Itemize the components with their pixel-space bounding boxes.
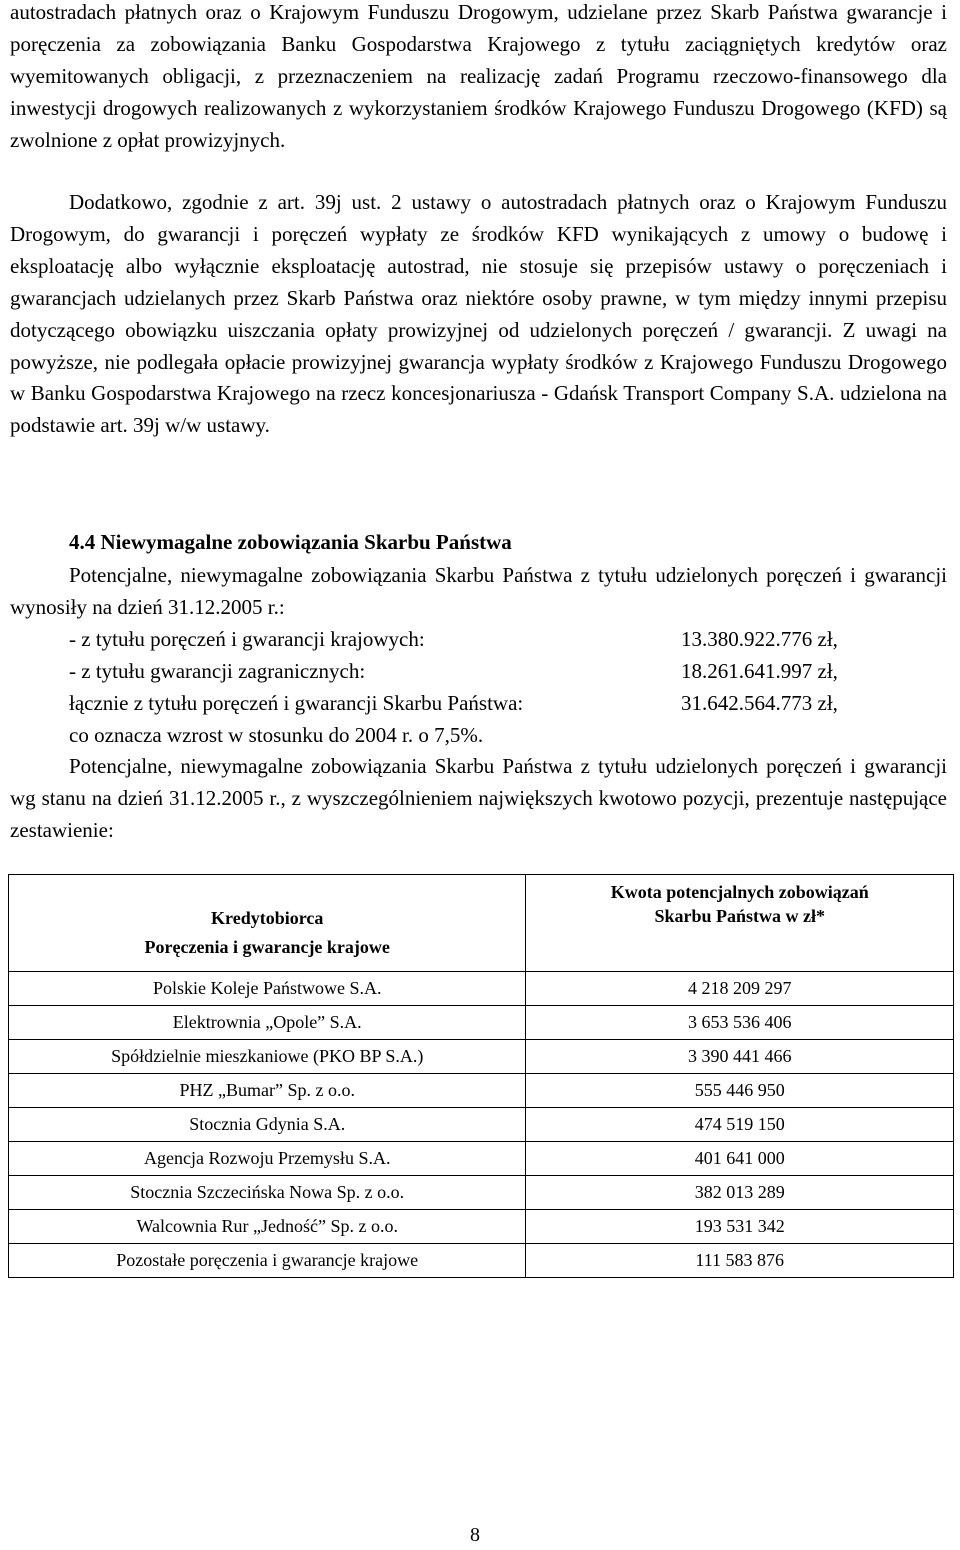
table-row xyxy=(9,1142,954,1176)
table-row xyxy=(9,1006,954,1040)
header-amount-line2: Skarbu Państwa w zł* xyxy=(654,906,825,926)
amount-value: 31.642.564.773 zł, xyxy=(681,690,838,715)
header-borrower: Kredytobiorca xyxy=(211,908,324,928)
header-amount-cell xyxy=(526,875,954,972)
paragraph-kfd-exemption: autostradach płatnych oraz o Krajowym Funduszu Drogowym, udzielane przez Skarb Państwa gwarancje i poręczenia za zobowiązania Banku Gospodarstwa Krajowego z tytułu zaciągniętych kredytów oraz wyemitowanych obligacji, z przeznaczeniem na realizację zadań Programu rzeczowo-finansowego dla inwestycji drogowych realizowanych z wykorzystaniem środków Krajowego Funduszu Drogowego (KFD) są zwolnione z opłat prowizyjnych. xyxy=(10,0,947,152)
header-borrower-cell xyxy=(9,875,526,972)
table-row xyxy=(9,1108,954,1142)
amount-value: 18.261.641.997 zł, xyxy=(681,658,838,683)
amount-row xyxy=(69,656,949,688)
amount-cell: 401 641 000 xyxy=(526,1142,954,1176)
borrower-cell: Stocznia Szczecińska Nowa Sp. z o.o. xyxy=(9,1176,526,1210)
table-row xyxy=(9,1210,954,1244)
amount-cell: 193 531 342 xyxy=(526,1210,954,1244)
amount-label: - z tytułu gwarancji zagranicznych: xyxy=(69,658,366,683)
guarantees-table xyxy=(8,874,954,1278)
table-row xyxy=(9,1074,954,1108)
borrower-cell: Stocznia Gdynia S.A. xyxy=(9,1108,526,1142)
amount-label: łącznie z tytułu poręczeń i gwarancji Skarbu Państwa: xyxy=(69,690,524,715)
amount-cell: 111 583 876 xyxy=(526,1244,954,1278)
amount-cell: 474 519 150 xyxy=(526,1108,954,1142)
amount-row xyxy=(69,688,949,720)
paragraph-art-39j: Dodatkowo, zgodnie z art. 39j ust. 2 ustawy o autostradach płatnych oraz o Krajowym Funduszu Drogowym, do gwarancji i poręczeń wypłaty ze środków KFD wynikających z umowy o budowę i eksploatację albo wyłącznie eksploatację autostrad, nie stosuje się przepisów ustawy o poręczeniach i gwarancjach udzielanych przez Skarb Państwa oraz niektóre osoby prawne, w tym między innymi przepisu dotyczącego obowiązku uiszczania opłaty prowizyjnej od udzielonych poręczeń / gwarancji. Z uwagi na powyższe, nie podlegała opłacie prowizyjnej gwarancja wypłaty środków z Krajowego Funduszu Drogowego w Banku Gospodarstwa Krajowego na rzecz koncesjonariusza - Gdańsk Transport Company S.A. udzielona na podstawie art. 39j w/w ustawy. xyxy=(10,190,947,438)
page-number: 8 xyxy=(470,1524,480,1546)
borrower-cell: Walcownia Rur „Jedność” Sp. z o.o. xyxy=(9,1210,526,1244)
header-amount-line1: Kwota potencjalnych zobowiązań xyxy=(610,882,869,902)
paragraph-liabilities-intro: Potencjalne, niewymagalne zobowiązania Skarbu Państwa z tytułu udzielonych poręczeń i gwarancji wynosiły na dzień 31.12.2005 r.: xyxy=(10,563,947,619)
amount-cell: 555 446 950 xyxy=(526,1074,954,1108)
amount-row xyxy=(69,720,949,752)
amounts-list xyxy=(69,624,949,752)
borrower-cell: Polskie Koleje Państwowe S.A. xyxy=(9,972,526,1006)
borrower-cell: PHZ „Bumar” Sp. z o.o. xyxy=(9,1074,526,1108)
amount-cell: 4 218 209 297 xyxy=(526,972,954,1006)
borrower-cell: Elektrownia „Opole” S.A. xyxy=(9,1006,526,1040)
header-domestic-guarantees: Poręczenia i gwarancje krajowe xyxy=(144,937,390,957)
paragraph-table-intro: Potencjalne, niewymagalne zobowiązania Skarbu Państwa z tytułu udzielonych poręczeń i gwarancji wg stanu na dzień 31.12.2005 r., z wyszczególnieniem największych kwotowo pozycji, prezentuje następujące zestawienie: xyxy=(10,754,947,842)
borrower-cell: Pozostałe poręczenia i gwarancje krajowe xyxy=(9,1244,526,1278)
borrower-cell: Agencja Rozwoju Przemysłu S.A. xyxy=(9,1142,526,1176)
table-row xyxy=(9,1244,954,1278)
amount-cell: 382 013 289 xyxy=(526,1176,954,1210)
table-row xyxy=(9,1040,954,1074)
amount-cell: 3 390 441 466 xyxy=(526,1040,954,1074)
amount-cell: 3 653 536 406 xyxy=(526,1006,954,1040)
amount-value: 13.380.922.776 zł, xyxy=(681,627,838,651)
section-heading: 4.4 Niewymagalne zobowiązania Skarbu Państwa xyxy=(69,530,512,554)
amount-row xyxy=(69,624,949,656)
borrower-cell: Spółdzielnie mieszkaniowe (PKO BP S.A.) xyxy=(9,1040,526,1074)
amount-label: co oznacza wzrost w stosunku do 2004 r. o 7,5%. xyxy=(69,722,484,747)
table-row xyxy=(9,1176,954,1210)
table-row xyxy=(9,972,954,1006)
amount-label: - z tytułu poręczeń i gwarancji krajowych: xyxy=(69,627,425,651)
